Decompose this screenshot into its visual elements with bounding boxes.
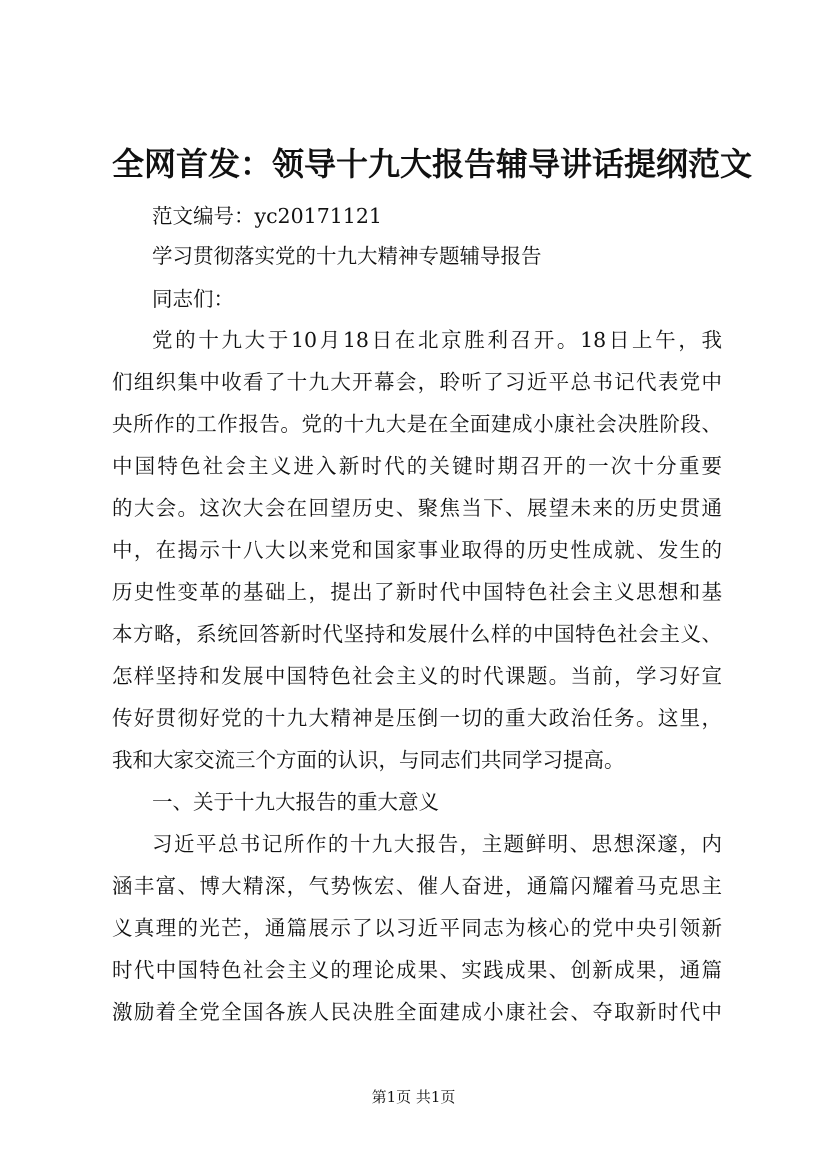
document-title: 全网首发：领导十九大报告辅导讲话提纲范文	[112, 145, 753, 183]
section-heading: 一、关于十九大报告的重大意义	[152, 790, 439, 814]
paragraph-line: 义真理的光芒，通篇展示了以习近平同志为核心的党中央引领新	[112, 916, 722, 940]
paragraph-line: 涵丰富、博大精深，气势恢宏、催人奋进，通篇闪耀着马克思主	[112, 874, 722, 898]
paragraph-line: 本方略，系统回答新时代坚持和发展什么样的中国特色社会主义、	[112, 622, 722, 646]
paragraph-line: 中，在揭示十八大以来党和国家事业取得的历史性成就、发生的	[112, 538, 722, 562]
paragraph-line: 的大会。这次大会在回望历史、聚焦当下、展望未来的历史贯通	[112, 496, 722, 520]
paragraph-line: 怎样坚持和发展中国特色社会主义的时代课题。当前，学习好宣	[112, 664, 722, 688]
paragraph-line: 中国特色社会主义进入新时代的关键时期召开的一次十分重要	[112, 454, 722, 478]
paragraph-line: 习近平总书记所作的十九大报告，主题鲜明、思想深邃，内	[152, 832, 722, 856]
paragraph-line: 我和大家交流三个方面的认识，与同志们共同学习提高。	[112, 748, 625, 772]
paragraph-line: 激励着全党全国各族人民决胜全面建成小康社会、夺取新时代中	[112, 1000, 722, 1024]
document-number: 范文编号：yc20171121	[152, 204, 382, 228]
greeting: 同志们：	[152, 287, 234, 311]
paragraph-line: 传好贯彻好党的十九大精神是压倒一切的重大政治任务。这里，	[112, 706, 722, 730]
paragraph-line: 时代中国特色社会主义的理论成果、实践成果、创新成果，通篇	[112, 958, 722, 982]
page-footer: 第1页 共1页	[371, 1088, 456, 1106]
paragraph-line: 们组织集中收看了十九大开幕会，聆听了习近平总书记代表党中	[112, 370, 722, 394]
paragraph-line: 党的十九大于10月18日在北京胜利召开。18日上午，我	[152, 328, 722, 352]
paragraph-line: 历史性变革的基础上，提出了新时代中国特色社会主义思想和基	[112, 580, 722, 604]
paragraph-line: 央所作的工作报告。党的十九大是在全面建成小康社会决胜阶段、	[112, 412, 722, 436]
document-subtitle: 学习贯彻落实党的十九大精神专题辅导报告	[152, 244, 542, 268]
